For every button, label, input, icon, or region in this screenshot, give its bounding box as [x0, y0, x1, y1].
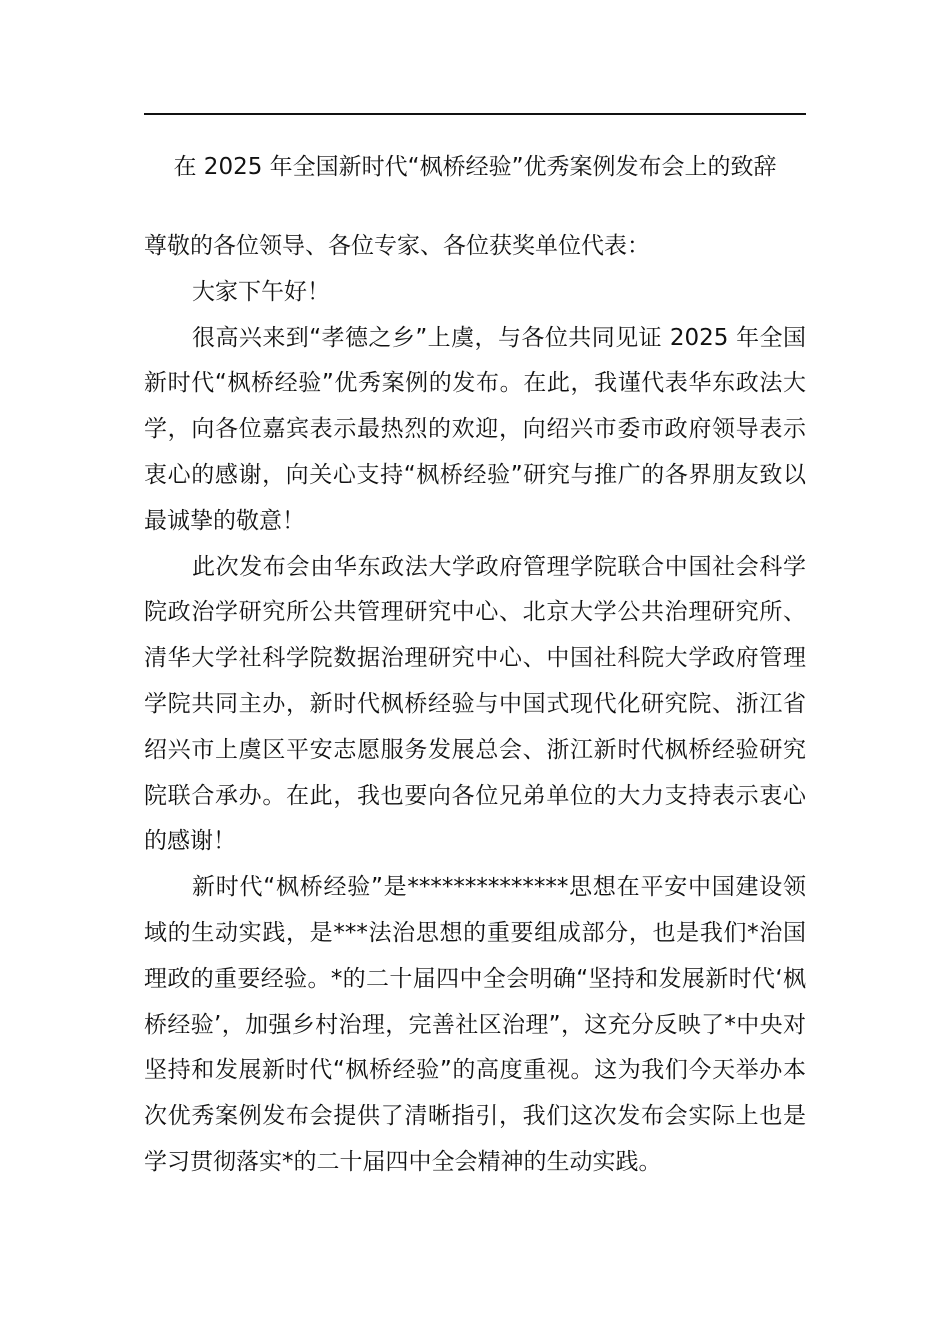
header-rule [144, 113, 806, 115]
salutation: 尊敬的各位领导、各位专家、各位获奖单位代表： [144, 233, 650, 259]
document-body [144, 224, 806, 1186]
paragraph-welcome: 很高兴来到“孝德之乡”上虞，与各位共同见证 2025 年全国新时代“枫桥经验”优秀案例的发布。在此，我谨代表华东政法大学，向各位嘉宾表示最热烈的欢迎，向绍兴市委市政府领导表示衷心的感谢，向关心支持“枫桥经验”研究与推广的各界朋友致以最诚挚的敬意！ [144, 324, 806, 534]
paragraph-greeting: 大家下午好！ [192, 278, 330, 305]
paragraph-organizers: 此次发布会由华东政法大学政府管理学院联合中国社会科学院政治学研究所公共管理研究中心、北京大学公共治理研究所、清华大学社科学院数据治理研究中心、中国社科院大学政府管理学院共同主办，新时代枫桥经验与中国式现代化研究院、浙江省绍兴市上虞区平安志愿服务发展总会、浙江新时代枫桥经验研究院联合承办。在此，我也要向各位兄弟单位的大力支持表示衷心的感谢！ [144, 553, 806, 855]
document-title: 在 2025 年全国新时代“枫桥经验”优秀案例发布会上的致辞 [173, 154, 777, 180]
paragraph-significance: 新时代“枫桥经验”是**************思想在平安中国建设领域的生动实践，是***法治思想的重要组成部分，也是我们*治国理政的重要经验。*的二十届四中全会明确“坚持和发展新时代‘枫桥经验’，加强乡村治理，完善社区治理”，这充分反映了*中央对坚持和发展新时代“枫桥经验”的高度重视。这为我们今天举办本次优秀案例发布会提供了清晰指引，我们这次发布会实际上也是学习贯彻落实*的二十届四中全会精神的生动实践。 [144, 874, 806, 1175]
